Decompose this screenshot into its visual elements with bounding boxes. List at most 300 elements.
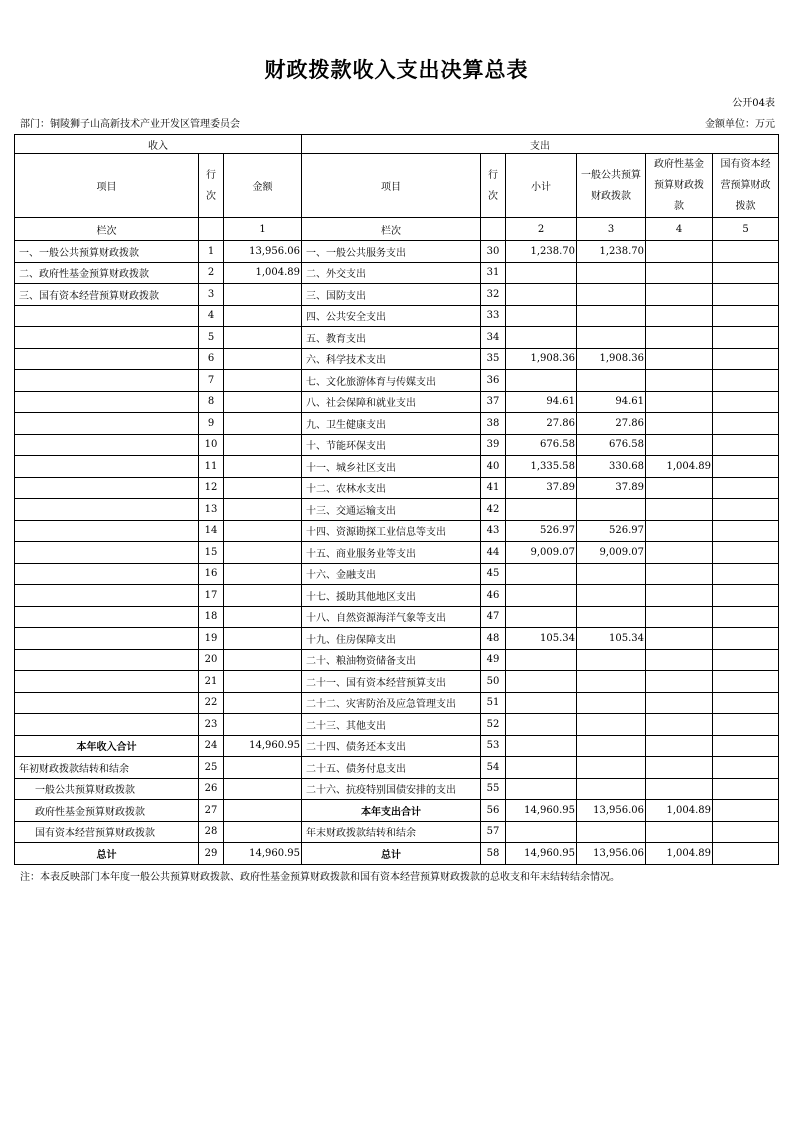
- gov-fund-cell: [646, 499, 713, 521]
- table-row: [15, 757, 779, 779]
- table-row: [15, 262, 779, 284]
- income-item-cell: 三、国有资本经营预算财政拨款: [15, 284, 199, 306]
- expense-item-cell: 一、一般公共服务支出: [302, 241, 481, 263]
- col-1-label: 1: [224, 218, 302, 241]
- income-item-cell: [15, 714, 199, 736]
- income-amount-cell: [224, 585, 302, 607]
- subtotal-cell: 37.89: [506, 477, 577, 499]
- table-row: [15, 649, 779, 671]
- income-line-no-cell: 22: [199, 692, 224, 714]
- expense-line-no-cell: 49: [481, 649, 506, 671]
- income-col-label: 栏次: [15, 218, 199, 241]
- state-capital-cell: [713, 391, 779, 413]
- budget-table: [14, 134, 779, 865]
- gov-fund-cell: [646, 284, 713, 306]
- general-budget-cell: [577, 563, 646, 585]
- col-3-label: 3: [577, 218, 646, 241]
- income-item-cell: [15, 649, 199, 671]
- state-capital-cell: [713, 327, 779, 349]
- expense-line-no-cell: 51: [481, 692, 506, 714]
- state-capital-cell: [713, 520, 779, 542]
- subtotal-cell: [506, 778, 577, 800]
- income-item-cell: [15, 456, 199, 478]
- table-row: [15, 821, 779, 843]
- state-capital-cell: [713, 649, 779, 671]
- expense-item-cell: 十五、商业服务业等支出: [302, 542, 481, 564]
- income-item-cell: [15, 563, 199, 585]
- expense-line-no-cell: 34: [481, 327, 506, 349]
- subtotal-cell: [506, 606, 577, 628]
- income-amount-cell: [224, 757, 302, 779]
- expense-item-cell: 十六、金融支出: [302, 563, 481, 585]
- expense-header: 支出: [302, 135, 779, 154]
- table-row: [15, 391, 779, 413]
- income-line-no-cell: 25: [199, 757, 224, 779]
- income-amount-cell: [224, 391, 302, 413]
- table-row: [15, 692, 779, 714]
- gov-fund-cell: 1,004.89: [646, 843, 713, 865]
- subtotal-cell: 1,335.58: [506, 456, 577, 478]
- state-capital-header: 国有资本经营预算财政拨款: [713, 154, 779, 218]
- table-row: [15, 327, 779, 349]
- income-amount-cell: 1,004.89: [224, 262, 302, 284]
- table-row: [15, 714, 779, 736]
- gov-fund-cell: [646, 348, 713, 370]
- state-capital-cell: [713, 821, 779, 843]
- income-line-no-cell: 15: [199, 542, 224, 564]
- state-capital-cell: [713, 348, 779, 370]
- expense-item-cell: 十三、交通运输支出: [302, 499, 481, 521]
- table-row: [15, 284, 779, 306]
- subtotal-cell: 1,238.70: [506, 241, 577, 263]
- subtotal-cell: [506, 671, 577, 693]
- income-line-no-cell: 20: [199, 649, 224, 671]
- subtotal-cell: [506, 327, 577, 349]
- table-row: [15, 434, 779, 456]
- expense-item-header: 项目: [302, 154, 481, 218]
- expense-item-cell: 十八、自然资源海洋气象等支出: [302, 606, 481, 628]
- income-item-header: 项目: [15, 154, 199, 218]
- table-row: [15, 606, 779, 628]
- expense-item-cell: 二十三、其他支出: [302, 714, 481, 736]
- expense-item-cell: 二十一、国有资本经营预算支出: [302, 671, 481, 693]
- unit-label: 金额单位：万元: [705, 119, 775, 130]
- state-capital-cell: [713, 800, 779, 822]
- expense-line-no-cell: 50: [481, 671, 506, 693]
- income-line-no-cell: 13: [199, 499, 224, 521]
- income-line-no-cell: 2: [199, 262, 224, 284]
- gov-fund-cell: [646, 628, 713, 650]
- income-line-no-cell: 11: [199, 456, 224, 478]
- subtotal-cell: [506, 284, 577, 306]
- state-capital-cell: [713, 370, 779, 392]
- subtotal-cell: [506, 585, 577, 607]
- income-line-no-cell: 14: [199, 520, 224, 542]
- table-row: [15, 800, 779, 822]
- income-line-no-cell: 1: [199, 241, 224, 263]
- general-budget-cell: [577, 821, 646, 843]
- expense-item-cell: 二十、粮油物资储备支出: [302, 649, 481, 671]
- expense-item-cell: 二十二、灾害防治及应急管理支出: [302, 692, 481, 714]
- state-capital-cell: [713, 778, 779, 800]
- table-row: [15, 585, 779, 607]
- expense-line-no-cell: 32: [481, 284, 506, 306]
- subtotal-cell: [506, 821, 577, 843]
- general-budget-cell: [577, 305, 646, 327]
- expense-line-no-cell: 48: [481, 628, 506, 650]
- gov-fund-cell: [646, 477, 713, 499]
- income-line-no-cell: 24: [199, 735, 224, 757]
- table-row: [15, 628, 779, 650]
- income-line-no-cell: 27: [199, 800, 224, 822]
- expense-line-no-cell: 30: [481, 241, 506, 263]
- income-amount-cell: [224, 649, 302, 671]
- expense-line-no-cell: 31: [481, 262, 506, 284]
- gov-fund-cell: [646, 821, 713, 843]
- gov-fund-cell: [646, 563, 713, 585]
- expense-line-no-cell: 45: [481, 563, 506, 585]
- gov-fund-cell: [646, 692, 713, 714]
- expense-item-cell: 十七、援助其他地区支出: [302, 585, 481, 607]
- income-item-cell: [15, 542, 199, 564]
- subtotal-cell: 94.61: [506, 391, 577, 413]
- expense-item-cell: 二、外交支出: [302, 262, 481, 284]
- table-row: [15, 456, 779, 478]
- subtotal-cell: [506, 499, 577, 521]
- income-item-cell: [15, 520, 199, 542]
- state-capital-cell: [713, 262, 779, 284]
- general-budget-cell: [577, 671, 646, 693]
- general-budget-cell: 1,238.70: [577, 241, 646, 263]
- income-amount-cell: [224, 778, 302, 800]
- table-row: [15, 735, 779, 757]
- subtotal-cell: 526.97: [506, 520, 577, 542]
- income-item-cell: [15, 671, 199, 693]
- expense-line-no-header: 行次: [481, 154, 506, 218]
- table-row: [15, 542, 779, 564]
- income-amount-cell: [224, 284, 302, 306]
- income-item-cell: 一般公共预算财政拨款: [15, 778, 199, 800]
- general-budget-cell: [577, 327, 646, 349]
- income-amount-cell: [224, 434, 302, 456]
- income-item-cell: [15, 585, 199, 607]
- table-row: [15, 499, 779, 521]
- income-item-cell: [15, 477, 199, 499]
- state-capital-cell: [713, 284, 779, 306]
- income-item-cell: 总计: [15, 843, 199, 865]
- gov-fund-cell: [646, 241, 713, 263]
- general-budget-cell: [577, 585, 646, 607]
- income-line-no-cell: 18: [199, 606, 224, 628]
- expense-line-no-cell: 47: [481, 606, 506, 628]
- income-item-cell: 一、一般公共预算财政拨款: [15, 241, 199, 263]
- income-item-cell: [15, 606, 199, 628]
- expense-item-cell: 二十六、抗疫特别国债安排的支出: [302, 778, 481, 800]
- expense-line-no-cell: 46: [481, 585, 506, 607]
- expense-item-cell: 总计: [302, 843, 481, 865]
- general-budget-cell: [577, 735, 646, 757]
- table-row: [15, 305, 779, 327]
- expense-item-cell: 三、国防支出: [302, 284, 481, 306]
- table-row: [15, 563, 779, 585]
- table-row: [15, 520, 779, 542]
- gov-fund-cell: [646, 649, 713, 671]
- expense-item-cell: 十一、城乡社区支出: [302, 456, 481, 478]
- gov-fund-cell: [646, 370, 713, 392]
- state-capital-cell: [713, 456, 779, 478]
- general-budget-cell: [577, 649, 646, 671]
- table-row: [15, 348, 779, 370]
- subtotal-cell: [506, 714, 577, 736]
- gov-fund-cell: [646, 327, 713, 349]
- income-line-no-cell: 19: [199, 628, 224, 650]
- state-capital-cell: [713, 757, 779, 779]
- income-amount-cell: 14,960.95: [224, 843, 302, 865]
- income-line-no-cell: 3: [199, 284, 224, 306]
- income-line-no-cell: 7: [199, 370, 224, 392]
- income-item-cell: [15, 391, 199, 413]
- income-item-cell: 国有资本经营预算财政拨款: [15, 821, 199, 843]
- income-line-no-cell: 12: [199, 477, 224, 499]
- expense-line-no-cell: 42: [481, 499, 506, 521]
- subtotal-cell: [506, 649, 577, 671]
- income-line-no-cell: 28: [199, 821, 224, 843]
- income-amount-cell: [224, 800, 302, 822]
- expense-line-no-cell: 56: [481, 800, 506, 822]
- general-budget-cell: 105.34: [577, 628, 646, 650]
- page-title: 财政拨款收入支出决算总表: [264, 57, 529, 82]
- expense-line-no-cell: 55: [481, 778, 506, 800]
- income-item-cell: [15, 413, 199, 435]
- income-item-cell: [15, 348, 199, 370]
- expense-col-label: 栏次: [302, 218, 481, 241]
- income-amount-cell: [224, 606, 302, 628]
- gov-fund-cell: [646, 735, 713, 757]
- gov-fund-header: 政府性基金预算财政拨款: [646, 154, 713, 218]
- state-capital-cell: [713, 628, 779, 650]
- subtotal-cell: 14,960.95: [506, 843, 577, 865]
- income-line-no-cell: 21: [199, 671, 224, 693]
- income-amount-cell: [224, 456, 302, 478]
- subtotal-cell: 14,960.95: [506, 800, 577, 822]
- state-capital-cell: [713, 692, 779, 714]
- expense-item-cell: 十二、农林水支出: [302, 477, 481, 499]
- state-capital-cell: [713, 499, 779, 521]
- gov-fund-cell: [646, 778, 713, 800]
- subtotal-cell: [506, 370, 577, 392]
- general-budget-cell: 330.68: [577, 456, 646, 478]
- gov-fund-cell: [646, 305, 713, 327]
- expense-line-no-cell: 38: [481, 413, 506, 435]
- income-line-no-cell: 5: [199, 327, 224, 349]
- income-amount-cell: [224, 499, 302, 521]
- income-amount-cell: [224, 628, 302, 650]
- expense-item-cell: 九、卫生健康支出: [302, 413, 481, 435]
- income-item-cell: 年初财政拨款结转和结余: [15, 757, 199, 779]
- income-header: 收入: [15, 135, 302, 154]
- state-capital-cell: [713, 606, 779, 628]
- income-line-no-cell: 4: [199, 305, 224, 327]
- state-capital-cell: [713, 563, 779, 585]
- income-amount-cell: [224, 348, 302, 370]
- general-budget-cell: [577, 262, 646, 284]
- expense-line-no-cell: 41: [481, 477, 506, 499]
- general-budget-cell: [577, 284, 646, 306]
- income-item-cell: [15, 628, 199, 650]
- income-item-cell: [15, 434, 199, 456]
- general-budget-cell: [577, 370, 646, 392]
- expense-item-cell: 六、科学技术支出: [302, 348, 481, 370]
- income-amount-cell: [224, 370, 302, 392]
- expense-line-no-cell: 54: [481, 757, 506, 779]
- general-budget-cell: 1,908.36: [577, 348, 646, 370]
- income-line-no-cell: 23: [199, 714, 224, 736]
- table-row: [15, 241, 779, 263]
- subtotal-cell: [506, 692, 577, 714]
- state-capital-cell: [713, 585, 779, 607]
- gov-fund-cell: [646, 413, 713, 435]
- gov-fund-cell: [646, 757, 713, 779]
- income-amount-cell: [224, 520, 302, 542]
- col-2-label: 2: [506, 218, 577, 241]
- subtotal-cell: 105.34: [506, 628, 577, 650]
- gov-fund-cell: [646, 542, 713, 564]
- state-capital-cell: [713, 671, 779, 693]
- gov-fund-cell: [646, 585, 713, 607]
- income-item-cell: [15, 305, 199, 327]
- table-code: 公开04表: [732, 98, 775, 109]
- table-row: [15, 370, 779, 392]
- general-budget-cell: [577, 714, 646, 736]
- subtotal-cell: [506, 757, 577, 779]
- subtotal-cell: [506, 305, 577, 327]
- income-item-cell: 本年收入合计: [15, 735, 199, 757]
- state-capital-cell: [713, 413, 779, 435]
- income-amount-cell: [224, 413, 302, 435]
- income-amount-header: 金额: [224, 154, 302, 218]
- gov-fund-cell: [646, 671, 713, 693]
- expense-line-no-cell: 58: [481, 843, 506, 865]
- department-label: 部门：铜陵狮子山高新技术产业开发区管理委员会: [20, 119, 240, 130]
- general-budget-cell: 676.58: [577, 434, 646, 456]
- gov-fund-cell: [646, 434, 713, 456]
- footnote: 注：本表反映部门本年度一般公共预算财政拨款、政府性基金预算财政拨款和国有资本经营预算财政拨款的总收支和年末结转结余情况。: [20, 872, 620, 883]
- expense-item-cell: 八、社会保障和就业支出: [302, 391, 481, 413]
- gov-fund-cell: [646, 606, 713, 628]
- expense-line-no-cell: 57: [481, 821, 506, 843]
- income-line-no-cell: 29: [199, 843, 224, 865]
- table-row: [15, 778, 779, 800]
- expense-item-cell: 二十四、债务还本支出: [302, 735, 481, 757]
- general-budget-cell: [577, 778, 646, 800]
- state-capital-cell: [713, 241, 779, 263]
- income-item-cell: 政府性基金预算财政拨款: [15, 800, 199, 822]
- income-line-no-cell: 8: [199, 391, 224, 413]
- state-capital-cell: [713, 843, 779, 865]
- subtotal-cell: [506, 262, 577, 284]
- expense-line-no-cell: 52: [481, 714, 506, 736]
- income-item-cell: [15, 499, 199, 521]
- income-amount-cell: [224, 327, 302, 349]
- general-budget-cell: [577, 692, 646, 714]
- state-capital-cell: [713, 735, 779, 757]
- general-budget-cell: 13,956.06: [577, 800, 646, 822]
- expense-line-no-cell: 36: [481, 370, 506, 392]
- col-5-label: 5: [713, 218, 779, 241]
- col-4-label: 4: [646, 218, 713, 241]
- expense-item-cell: 五、教育支出: [302, 327, 481, 349]
- state-capital-cell: [713, 305, 779, 327]
- subtotal-cell: [506, 563, 577, 585]
- income-line-no-cell: 6: [199, 348, 224, 370]
- general-budget-cell: 94.61: [577, 391, 646, 413]
- income-amount-cell: [224, 671, 302, 693]
- table-row: [15, 671, 779, 693]
- income-amount-cell: [224, 692, 302, 714]
- income-line-no-cell: 17: [199, 585, 224, 607]
- income-amount-cell: [224, 563, 302, 585]
- income-amount-cell: [224, 821, 302, 843]
- income-line-no-header: 行次: [199, 154, 224, 218]
- state-capital-cell: [713, 542, 779, 564]
- general-budget-cell: [577, 499, 646, 521]
- income-amount-cell: 14,960.95: [224, 735, 302, 757]
- gov-fund-cell: [646, 520, 713, 542]
- income-amount-cell: 13,956.06: [224, 241, 302, 263]
- gov-fund-cell: [646, 262, 713, 284]
- subtotal-cell: [506, 735, 577, 757]
- expense-item-cell: 二十五、债务付息支出: [302, 757, 481, 779]
- income-amount-cell: [224, 305, 302, 327]
- income-item-cell: [15, 370, 199, 392]
- expense-item-cell: 十、节能环保支出: [302, 434, 481, 456]
- expense-item-cell: 年末财政拨款结转和结余: [302, 821, 481, 843]
- state-capital-cell: [713, 477, 779, 499]
- expense-item-cell: 十九、住房保障支出: [302, 628, 481, 650]
- gov-fund-cell: [646, 714, 713, 736]
- expense-item-cell: 本年支出合计: [302, 800, 481, 822]
- state-capital-cell: [713, 714, 779, 736]
- income-line-no-cell: 26: [199, 778, 224, 800]
- subtotal-cell: 676.58: [506, 434, 577, 456]
- subtotal-cell: 1,908.36: [506, 348, 577, 370]
- expense-line-no-cell: 44: [481, 542, 506, 564]
- table-row: [15, 843, 779, 865]
- table-row: [15, 477, 779, 499]
- expense-item-cell: 四、公共安全支出: [302, 305, 481, 327]
- subtotal-cell: 9,009.07: [506, 542, 577, 564]
- general-budget-cell: [577, 757, 646, 779]
- expense-line-no-cell: 35: [481, 348, 506, 370]
- general-budget-cell: [577, 606, 646, 628]
- expense-item-cell: 七、文化旅游体育与传媒支出: [302, 370, 481, 392]
- income-item-cell: [15, 327, 199, 349]
- income-line-no-cell: 9: [199, 413, 224, 435]
- general-budget-cell: 27.86: [577, 413, 646, 435]
- expense-line-no-cell: 33: [481, 305, 506, 327]
- expense-line-no-cell: 40: [481, 456, 506, 478]
- income-amount-cell: [224, 542, 302, 564]
- general-budget-cell: 526.97: [577, 520, 646, 542]
- expense-line-no-cell: 53: [481, 735, 506, 757]
- income-item-cell: [15, 692, 199, 714]
- expense-line-no-cell: 43: [481, 520, 506, 542]
- income-line-no-cell: 16: [199, 563, 224, 585]
- subtotal-cell: 27.86: [506, 413, 577, 435]
- general-budget-cell: 37.89: [577, 477, 646, 499]
- gov-fund-cell: 1,004.89: [646, 456, 713, 478]
- expense-item-cell: 十四、资源勘探工业信息等支出: [302, 520, 481, 542]
